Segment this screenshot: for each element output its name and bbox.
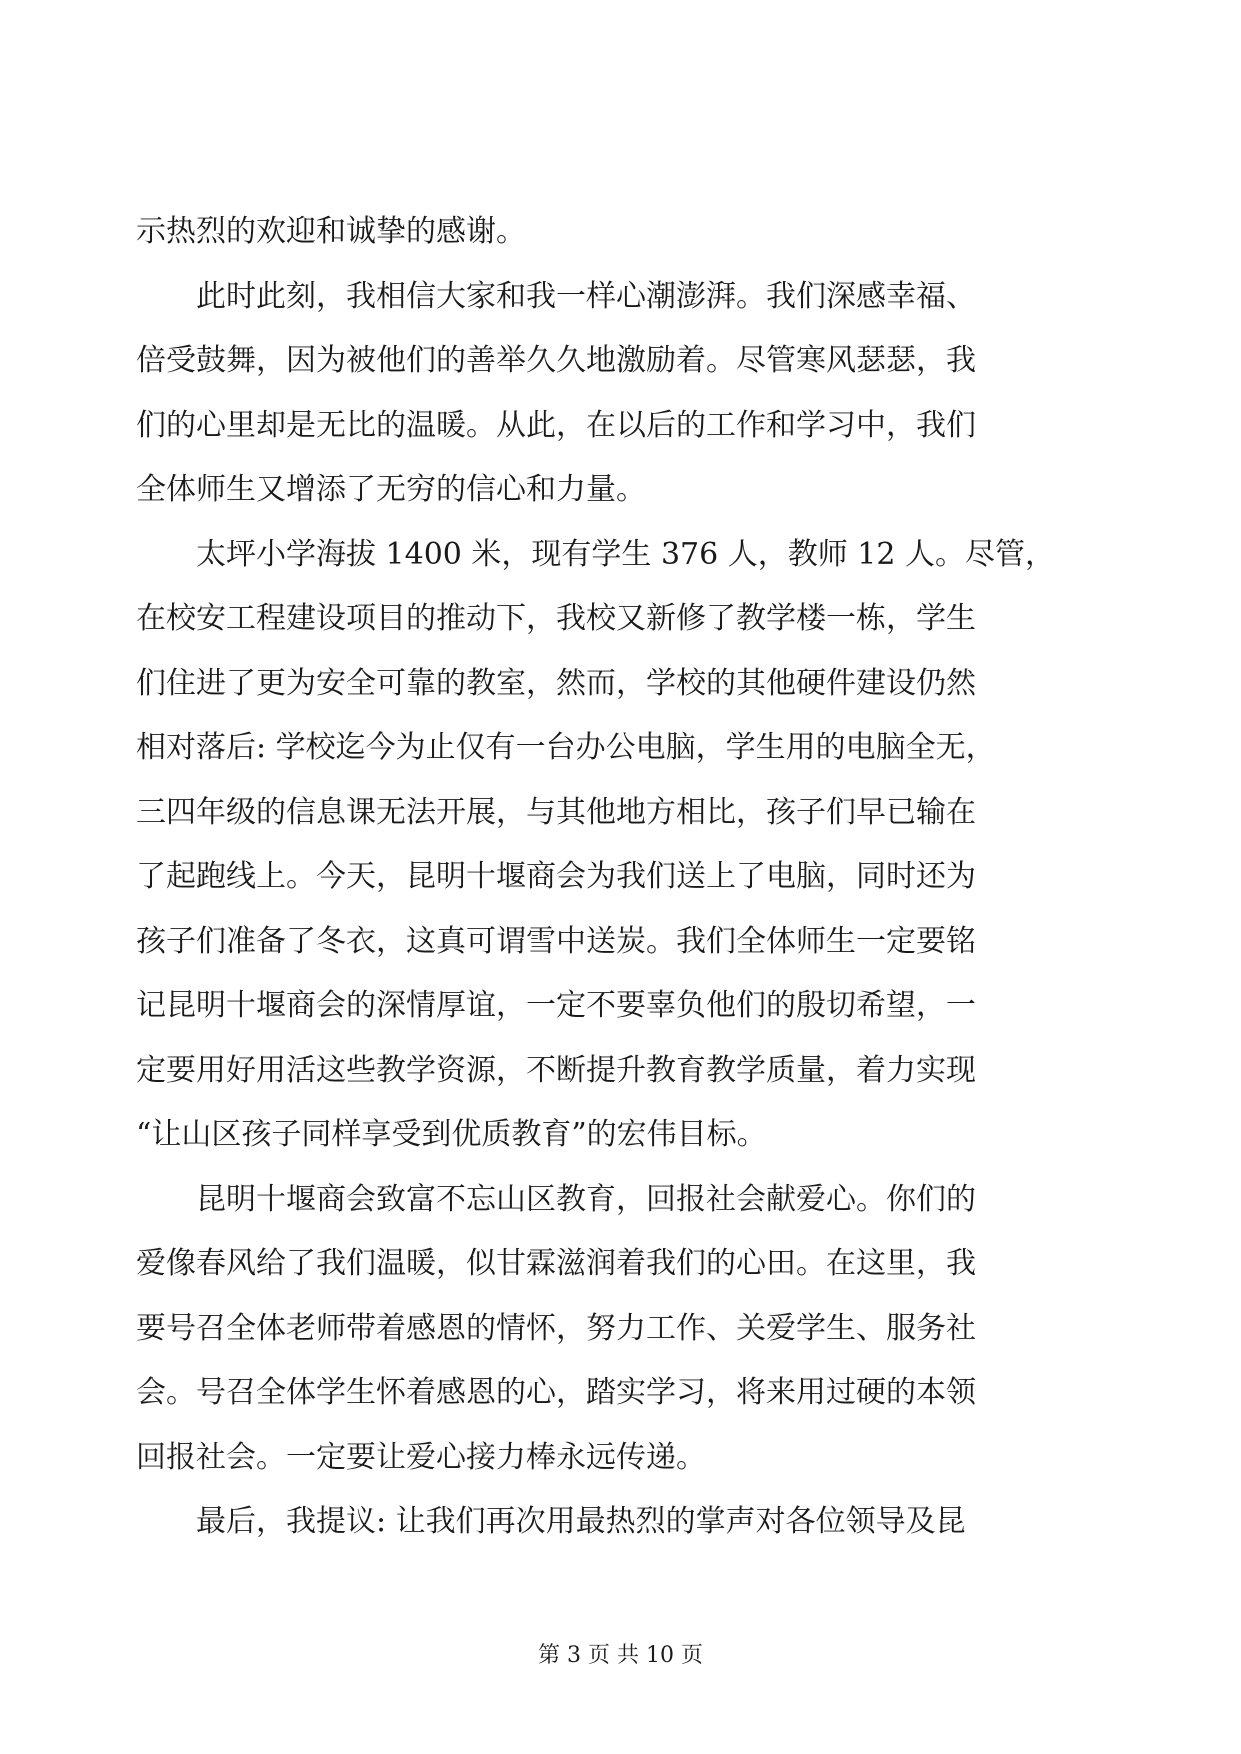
text-line: 定要用好用活这些教学资源，不断提升教育教学质量，着力实现 [136, 1052, 976, 1088]
text-line: 回报社会。一定要让爱心接力棒永远传递。 [136, 1439, 706, 1475]
text-line: 记昆明十堰商会的深情厚谊，一定不要辜负他们的殷切希望，一 [136, 988, 976, 1023]
text-line: 倍受鼓舞，因为被他们的善举久久地激励着。尽管寒风瑟瑟，我 [136, 343, 976, 378]
text-line: 最后，我提议: 让我们再次用最热烈的掌声对各位领导及昆 [136, 1504, 966, 1539]
text-line: 了起跑线上。今天，昆明十堰商会为我们送上了电脑，同时还为 [136, 859, 976, 894]
body-text [136, 200, 1082, 1555]
text-line: 在校安工程建设项目的推动下，我校又新修了教学楼一栋，学生 [136, 601, 976, 636]
text-line: 爱像春风给了我们温暖，似甘霖滋润着我们的心田。在这里，我 [136, 1246, 976, 1281]
text-line: 孩子们准备了冬衣，这真可谓雪中送炭。我们全体师生一定要铭 [136, 923, 976, 959]
text-line: 三四年级的信息课无法开展，与其他地方相比，孩子们早已输在 [136, 794, 976, 830]
text-line: “让山区孩子同样享受到优质教育”的宏伟目标。 [136, 1117, 767, 1152]
text-line: 相对落后: 学校迄今为止仅有一台办公电脑，学生用的电脑全无， [136, 730, 996, 765]
text-line: 全体师生又增添了无穷的信心和力量。 [136, 472, 646, 507]
text-line: 们住进了更为安全可靠的教室，然而，学校的其他硬件建设仍然 [136, 665, 976, 701]
text-line: 太坪小学海拔 1400 米，现有学生 376 人，教师 12 人。尽管， [136, 536, 1055, 572]
text-line: 昆明十堰商会致富不忘山区教育，回报社会献爱心。你们的 [136, 1181, 976, 1217]
text-line: 此时此刻，我相信大家和我一样心潮澎湃。我们深感幸福、 [136, 278, 976, 314]
text-line: 会。号召全体学生怀着感恩的心，踏实学习，将来用过硬的本领 [136, 1375, 976, 1410]
text-line: 示热烈的欢迎和诚挚的感谢。 [136, 214, 526, 249]
page-number-footer: 第 3 页 共 10 页 [538, 1643, 703, 1668]
text-line: 要号召全体老师带着感恩的情怀，努力工作、关爱学生、服务社 [136, 1310, 976, 1346]
text-line: 们的心里却是无比的温暖。从此，在以后的工作和学习中，我们 [136, 407, 976, 443]
